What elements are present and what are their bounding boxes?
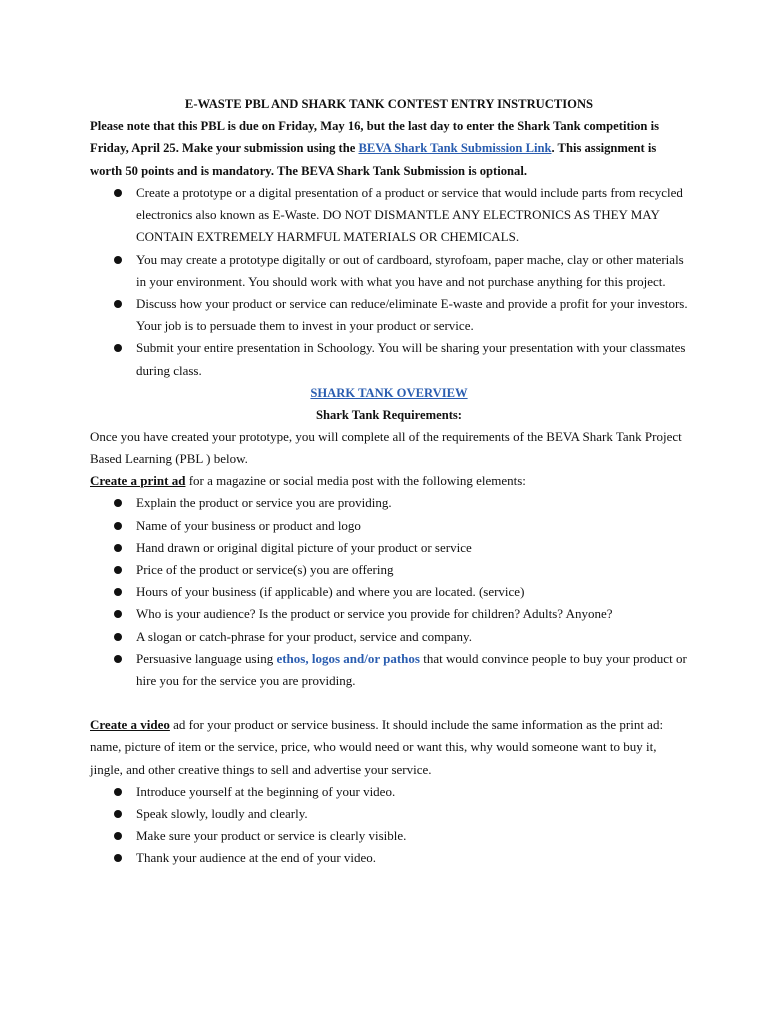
section-spacer bbox=[90, 692, 688, 714]
list-item bbox=[90, 803, 688, 825]
bullet-icon bbox=[114, 344, 122, 352]
list-item-text: Name of your business or product and logo bbox=[136, 517, 361, 533]
list-item bbox=[90, 337, 688, 381]
print-ad-label: Create a print ad bbox=[90, 473, 186, 489]
requirements-intro: Once you have created your prototype, you will complete all of the requirements of the BEVA Shark Tank Project Based Learning (PBL ) below. bbox=[90, 428, 682, 466]
list-item-text: Thank your audience at the end of your video. bbox=[136, 850, 377, 866]
bullet-icon bbox=[114, 499, 122, 507]
ethos-logos-pathos-highlight: ethos, logos and/or pathos bbox=[276, 650, 420, 666]
bullet-icon bbox=[114, 788, 122, 796]
video-intro bbox=[90, 714, 688, 781]
bullet-icon bbox=[114, 522, 122, 530]
print-ad-bullet-list bbox=[90, 492, 688, 692]
beva-submission-link[interactable]: BEVA Shark Tank Submission Link bbox=[358, 141, 552, 156]
bullet-icon bbox=[114, 633, 122, 641]
list-item-text: Hours of your business (if applicable) and where you are located. (service) bbox=[136, 584, 525, 600]
bullet-icon bbox=[114, 189, 122, 197]
video-text: ad for your product or service business. It should include the same information as the print ad: name, picture of item or the service, price, who would need or want this, why would someone want to buy it, jingle, and other creative things to sell and advertise your service. bbox=[90, 717, 664, 777]
list-item bbox=[90, 847, 688, 869]
video-label: Create a video bbox=[90, 717, 170, 733]
list-item-text: Create a prototype or a digital presentation of a product or service that would include parts from recycled electronics also known as E-Waste. DO NOT DISMANTLE ANY ELECTRONICS AS THEY MAY CONTAIN EXTREMELY HARMFUL MATERIALS OR CHEMICALS. bbox=[136, 184, 683, 245]
print-ad-text: for a magazine or social media post with the following elements: bbox=[185, 473, 526, 489]
persuasive-text-2: that would convince people to buy your product or hire you for the service you are providing. bbox=[136, 650, 687, 688]
list-item bbox=[90, 182, 688, 249]
list-item bbox=[90, 515, 688, 537]
list-item bbox=[90, 648, 688, 692]
bullet-icon bbox=[114, 655, 122, 663]
requirements-heading: Shark Tank Requirements: bbox=[315, 407, 463, 422]
print-ad-intro bbox=[90, 470, 688, 492]
bullet-icon bbox=[114, 610, 122, 618]
list-item bbox=[90, 559, 688, 581]
list-item-text: Speak slowly, loudly and clearly. bbox=[136, 805, 308, 821]
list-item-text: Hand drawn or original digital picture of your product or service bbox=[136, 539, 472, 555]
bullet-icon bbox=[114, 832, 122, 840]
video-bullet-list bbox=[90, 781, 688, 870]
list-item-text: Who is your audience? Is the product or service you provide for children? Adults? Anyone? bbox=[136, 606, 613, 622]
list-item-text: Explain the product or service you are providing. bbox=[136, 495, 392, 511]
list-item bbox=[90, 293, 688, 337]
bullet-icon bbox=[114, 256, 122, 264]
list-item bbox=[90, 492, 688, 514]
bullet-icon bbox=[114, 854, 122, 862]
overview-link-row bbox=[90, 382, 688, 404]
list-item-text: Make sure your product or service is clearly visible. bbox=[136, 828, 407, 844]
list-item-text: Price of the product or service(s) you are offering bbox=[136, 561, 394, 577]
list-item bbox=[90, 626, 688, 648]
notice-text-2: . This assignment is worth 50 points and is mandatory. The BEVA Shark Tank Submission is optional. bbox=[90, 141, 657, 178]
bullet-icon bbox=[114, 566, 122, 574]
bullet-icon bbox=[114, 810, 122, 818]
persuasive-text-1: Persuasive language using bbox=[136, 650, 277, 666]
list-item-text: Discuss how your product or service can reduce/eliminate E-waste and provide a profit for your investors. Your job is to persuade them to invest in your product or service. bbox=[136, 295, 688, 334]
list-item bbox=[90, 781, 688, 803]
shark-tank-overview-link[interactable]: SHARK TANK OVERVIEW bbox=[310, 385, 468, 400]
list-item-text: Submit your entire presentation in Schoology. You will be sharing your presentation with your classmates during class. bbox=[136, 340, 686, 378]
intro-bullet-list bbox=[90, 182, 688, 382]
list-item-text: Introduce yourself at the beginning of your video. bbox=[136, 783, 396, 799]
list-item bbox=[90, 249, 688, 293]
due-date-notice bbox=[90, 115, 688, 182]
notice-text-1: Please note that this PBL is due on Friday, May 16, but the last day to enter the Shark Tank competition is Friday, April 25. Make your submission using the bbox=[90, 119, 659, 156]
list-item bbox=[90, 603, 688, 625]
list-item bbox=[90, 537, 688, 559]
bullet-icon bbox=[114, 300, 122, 308]
document-title: E-WASTE PBL AND SHARK TANK CONTEST ENTRY INSTRUCTIONS bbox=[184, 97, 594, 111]
list-item-text: A slogan or catch-phrase for your product, service and company. bbox=[136, 628, 472, 644]
list-item bbox=[90, 581, 688, 603]
bullet-icon bbox=[114, 588, 122, 596]
bullet-icon bbox=[114, 544, 122, 552]
list-item-text: You may create a prototype digitally or out of cardboard, styrofoam, paper mache, clay or other materials in your environment. You should work with what you have and not purchase anything for this project. bbox=[136, 251, 684, 289]
list-item bbox=[90, 825, 688, 847]
